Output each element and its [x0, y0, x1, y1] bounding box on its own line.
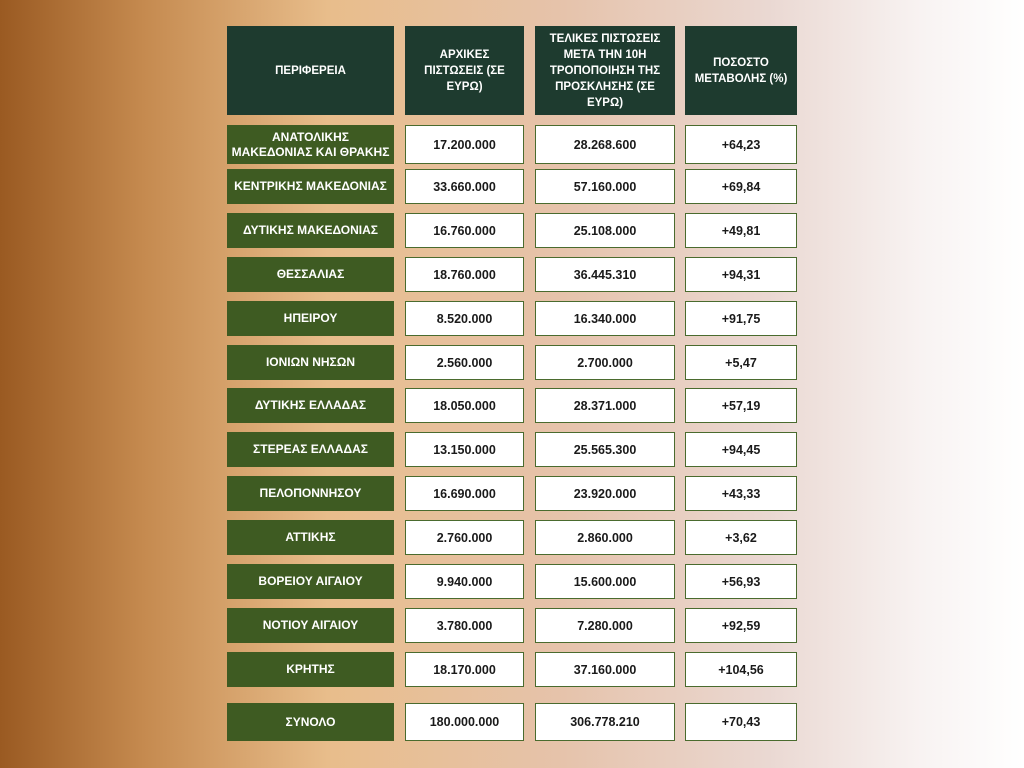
row-change-percent: +94,45	[685, 432, 797, 467]
row-change-percent: +3,62	[685, 520, 797, 555]
row-final-credits: 2.860.000	[535, 520, 675, 555]
row-final-credits: 28.371.000	[535, 388, 675, 423]
row-final-credits: 57.160.000	[535, 169, 675, 204]
row-initial-credits: 16.760.000	[405, 213, 524, 248]
row-change-percent: +92,59	[685, 608, 797, 643]
header-region: ΠΕΡΙΦΕΡΕΙΑ	[227, 26, 394, 115]
row-initial-credits: 18.050.000	[405, 388, 524, 423]
row-region: ΠΕΛΟΠΟΝΝΗΣΟΥ	[227, 476, 394, 511]
header-final-credits: ΤΕΛΙΚΕΣ ΠΙΣΤΩΣΕΙΣ ΜΕΤΑ ΤΗΝ 10Η ΤΡΟΠΟΠΟΙΗΣΗ ΤΗΣ ΠΡΟΣΚΛΗΣΗΣ (ΣΕ ΕΥΡΩ)	[535, 26, 675, 115]
row-region: ΔΥΤΙΚΗΣ ΜΑΚΕΔΟΝΙΑΣ	[227, 213, 394, 248]
total-initial-credits: 180.000.000	[405, 703, 524, 741]
row-initial-credits: 9.940.000	[405, 564, 524, 599]
row-change-percent: +57,19	[685, 388, 797, 423]
row-region: ΗΠΕΙΡΟΥ	[227, 301, 394, 336]
row-change-percent: +91,75	[685, 301, 797, 336]
row-final-credits: 23.920.000	[535, 476, 675, 511]
total-change-percent: +70,43	[685, 703, 797, 741]
row-region: ΑΤΤΙΚΗΣ	[227, 520, 394, 555]
row-final-credits: 7.280.000	[535, 608, 675, 643]
row-initial-credits: 16.690.000	[405, 476, 524, 511]
row-final-credits: 15.600.000	[535, 564, 675, 599]
row-region: ΔΥΤΙΚΗΣ ΕΛΛΑΔΑΣ	[227, 388, 394, 423]
header-change-percent: ΠΟΣΟΣΤΟ ΜΕΤΑΒΟΛΗΣ (%)	[685, 26, 797, 115]
row-region: ΘΕΣΣΑΛΙΑΣ	[227, 257, 394, 292]
row-change-percent: +94,31	[685, 257, 797, 292]
row-change-percent: +64,23	[685, 125, 797, 164]
row-initial-credits: 18.170.000	[405, 652, 524, 687]
row-final-credits: 25.108.000	[535, 213, 675, 248]
row-region: ΙΟΝΙΩΝ ΝΗΣΩΝ	[227, 345, 394, 380]
row-final-credits: 25.565.300	[535, 432, 675, 467]
row-final-credits: 16.340.000	[535, 301, 675, 336]
row-initial-credits: 17.200.000	[405, 125, 524, 164]
row-change-percent: +49,81	[685, 213, 797, 248]
row-change-percent: +104,56	[685, 652, 797, 687]
row-region: ΒΟΡΕΙΟΥ ΑΙΓΑΙΟΥ	[227, 564, 394, 599]
row-final-credits: 36.445.310	[535, 257, 675, 292]
total-final-credits: 306.778.210	[535, 703, 675, 741]
row-region: ΣΤΕΡΕΑΣ ΕΛΛΑΔΑΣ	[227, 432, 394, 467]
row-change-percent: +5,47	[685, 345, 797, 380]
row-change-percent: +56,93	[685, 564, 797, 599]
row-final-credits: 37.160.000	[535, 652, 675, 687]
row-region: ΚΡΗΤΗΣ	[227, 652, 394, 687]
row-initial-credits: 2.560.000	[405, 345, 524, 380]
row-initial-credits: 2.760.000	[405, 520, 524, 555]
row-initial-credits: 3.780.000	[405, 608, 524, 643]
row-final-credits: 28.268.600	[535, 125, 675, 164]
row-region: ΚΕΝΤΡΙΚΗΣ ΜΑΚΕΔΟΝΙΑΣ	[227, 169, 394, 204]
row-initial-credits: 33.660.000	[405, 169, 524, 204]
row-change-percent: +43,33	[685, 476, 797, 511]
row-region: ΝΟΤΙΟΥ ΑΙΓΑΙΟΥ	[227, 608, 394, 643]
row-initial-credits: 8.520.000	[405, 301, 524, 336]
header-initial-credits: ΑΡΧΙΚΕΣ ΠΙΣΤΩΣΕΙΣ (ΣΕ ΕΥΡΩ)	[405, 26, 524, 115]
row-final-credits: 2.700.000	[535, 345, 675, 380]
row-initial-credits: 18.760.000	[405, 257, 524, 292]
row-region: ΑΝΑΤΟΛΙΚΗΣ ΜΑΚΕΔΟΝΙΑΣ ΚΑΙ ΘΡΑΚΗΣ	[227, 125, 394, 164]
total-region: ΣΥΝΟΛΟ	[227, 703, 394, 741]
row-initial-credits: 13.150.000	[405, 432, 524, 467]
row-change-percent: +69,84	[685, 169, 797, 204]
